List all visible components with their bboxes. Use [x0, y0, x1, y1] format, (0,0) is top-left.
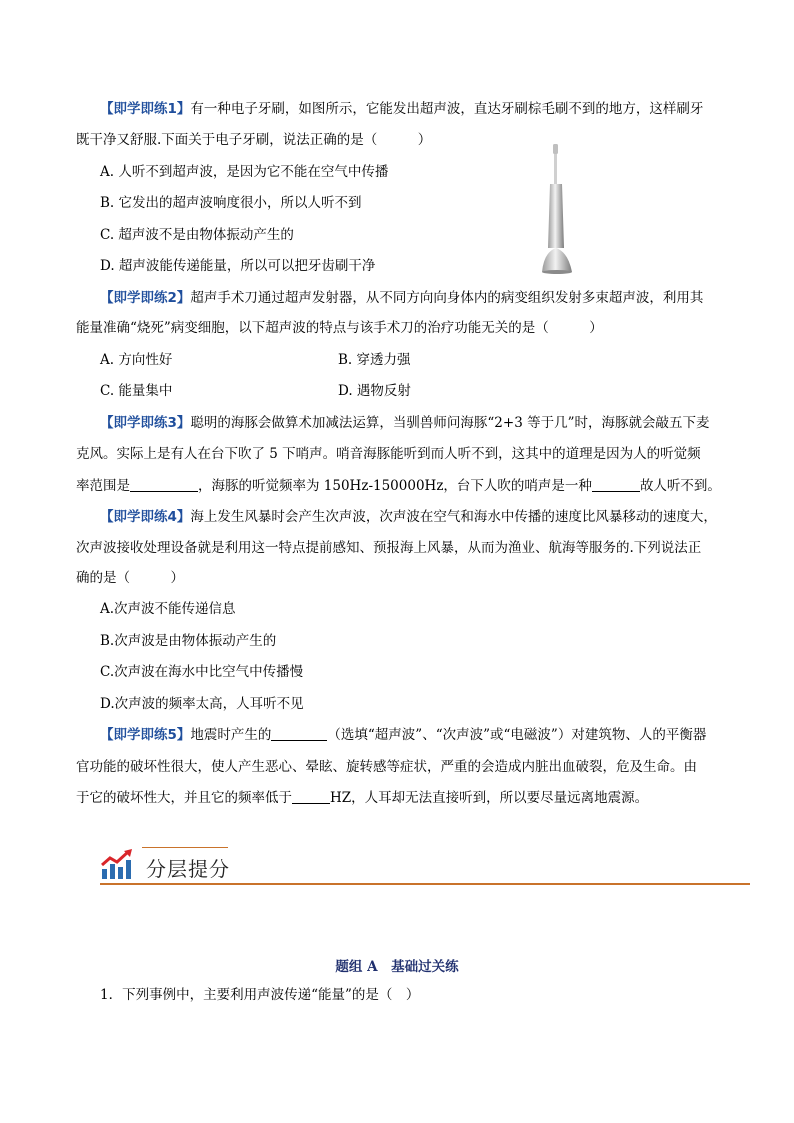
- q4-tag: 【即学即练4】: [100, 509, 191, 525]
- q4-option-d: D.次声波的频率太高，人耳听不见: [100, 696, 304, 712]
- q1-option-c: C. 超声波不是由物体振动产生的: [100, 227, 294, 243]
- q4-line3: 确的是（ ）: [76, 570, 184, 586]
- q2-option-d: D. 遇物反射: [338, 383, 411, 399]
- bar-chart-growth-icon: [100, 849, 134, 881]
- q2-option-b: B. 穿透力强: [338, 352, 411, 368]
- q5-line3: 于它的破坏性大，并且它的频率低于 HZ，人耳却无法直接听到，所以要尽量远离地震源。: [76, 790, 649, 806]
- q3-line2: 克风。实际上是有人在台下吹了 5 下哨声。哨音海豚能听到而人听不到，这其中的道理是因为人的听觉频: [76, 446, 701, 462]
- section-divider: [100, 883, 750, 885]
- electric-toothbrush-image: [540, 140, 574, 274]
- q3-line1: 【即学即练3】聪明的海豚会做算术加减法运算，当驯兽师问海豚“2+3 等于几”时，海豚就会敲五下麦: [100, 415, 710, 431]
- q1-line2: 既干净又舒服.下面关于电子牙刷，说法正确的是（ ）: [76, 132, 432, 148]
- q4-line2: 次声波接收处理设备就是利用这一特点提前感知、预报海上风暴，从而为渔业、航海等服务的.下列说法正: [76, 540, 702, 556]
- section-top-line: [142, 847, 228, 848]
- q5-blank-2[interactable]: [292, 789, 330, 804]
- q1-option-d: D. 超声波能传递能量，所以可以把牙齿刷干净: [100, 258, 376, 274]
- section-header: [100, 847, 750, 885]
- q5-tag: 【即学即练5】: [100, 727, 191, 743]
- q4-option-c: C.次声波在海水中比空气中传播慢: [100, 664, 304, 680]
- q1-option-a: A. 人听不到超声波，是因为它不能在空气中传播: [100, 164, 389, 180]
- q1-line1: 【即学即练1】有一种电子牙刷，如图所示，它能发出超声波，直达牙刷棕毛刷不到的地方，这样刷牙: [100, 101, 704, 117]
- q2-line1: 【即学即练2】超声手术刀通过超声发射器，从不同方向向身体内的病变组织发射多束超声波，利用其: [100, 290, 704, 306]
- q1-tag: 【即学即练1】: [100, 101, 191, 117]
- q5-line1: 【即学即练5】地震时产生的 （选填“超声波”、“次声波”或“电磁波”）对建筑物、人的平衡器: [100, 727, 707, 743]
- section-title: 分层提分: [146, 857, 230, 881]
- q4-option-a: A.次声波不能传递信息: [100, 601, 236, 617]
- q3-tag: 【即学即练3】: [100, 415, 191, 431]
- q1-option-b: B. 它发出的超声波响度很小，所以人听不到: [100, 195, 362, 211]
- q2-option-c: C. 能量集中: [100, 383, 173, 399]
- q3-blank-1[interactable]: [130, 477, 198, 492]
- q2-option-a: A. 方向性好: [100, 352, 173, 368]
- practice-question-1: 1．下列事例中，主要利用声波传递“能量”的是（ ）: [100, 987, 420, 1003]
- q3-line3: 率范围是 ，海豚的听觉频率为 150Hz-150000Hz，台下人吹的哨声是一种 故人听不到。: [76, 478, 721, 494]
- q2-line2: 能量准确“烧死”病变细胞，以下超声波的特点与该手术刀的治疗功能无关的是（ ）: [76, 320, 603, 336]
- q2-tag: 【即学即练2】: [100, 290, 191, 306]
- q4-option-b: B.次声波是由物体振动产生的: [100, 633, 277, 649]
- q5-blank-1[interactable]: [271, 726, 327, 741]
- q4-line1: 【即学即练4】海上发生风暴时会产生次声波，次声波在空气和海水中传播的速度比风暴移动的速度大，: [100, 509, 717, 525]
- group-title: 题组 A 基础过关练: [335, 959, 459, 975]
- q3-blank-2[interactable]: [592, 477, 640, 492]
- q5-line2: 官功能的破坏性很大，使人产生恶心、晕眩、旋转感等症状，严重的会造成内脏出血破裂，危及生命。由: [76, 759, 697, 775]
